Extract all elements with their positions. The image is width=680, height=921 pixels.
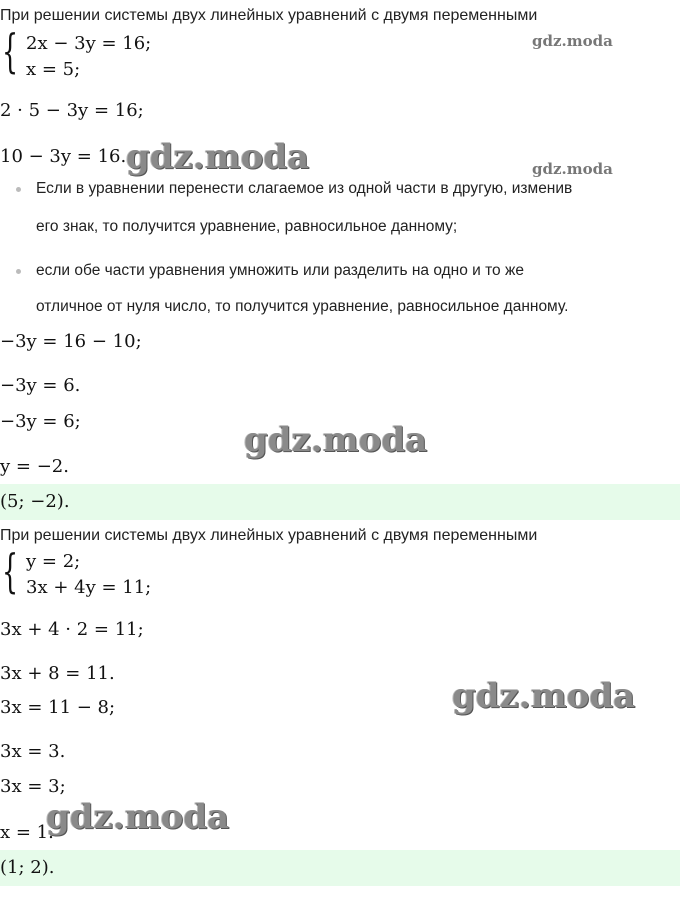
system-brace-2: { <box>2 544 19 598</box>
system-eq-1-1: 2x − 3y = 16; <box>26 33 152 54</box>
watermark-logo: gdz.moda <box>46 797 230 837</box>
system-eq-2-1: y = 2; <box>26 551 81 572</box>
watermark-logo: gdz.moda <box>532 32 613 50</box>
step-1-4: −3y = 6. <box>0 375 81 396</box>
intro-text-2: При решении системы двух линейных уравнений с двумя переменными <box>0 527 538 544</box>
watermark-logo: gdz.moda <box>244 420 428 460</box>
watermark-logo: gdz.moda <box>532 160 613 178</box>
step-1-5: −3y = 6; <box>0 411 81 432</box>
step-2-2: 3x + 8 = 11. <box>0 663 115 684</box>
step-1-6: y = −2. <box>0 456 69 477</box>
step-1-1: 2 · 5 − 3y = 16; <box>0 100 144 121</box>
step-2-6: x = 1. <box>0 822 54 843</box>
answer-1: (5; −2). <box>0 491 70 512</box>
watermark-logo: gdz.moda <box>126 137 310 177</box>
answer-2: (1; 2). <box>0 857 55 878</box>
step-1-2: 10 − 3y = 16. <box>0 146 127 167</box>
system-brace-1: { <box>2 24 19 78</box>
step-2-3: 3x = 11 − 8; <box>0 697 116 718</box>
system-eq-1-2: x = 5; <box>26 59 81 80</box>
intro-text-1: При решении системы двух линейных уравнений с двумя переменными <box>0 7 538 24</box>
answer-band-1 <box>0 484 680 520</box>
bullet-dot-1 <box>16 187 21 192</box>
bullet-1-line-2: его знак, то получится уравнение, равносильное данному; <box>36 218 458 235</box>
system-eq-2-2: 3x + 4y = 11; <box>26 577 152 598</box>
step-1-3: −3y = 16 − 10; <box>0 331 142 352</box>
answer-band-2 <box>0 850 680 886</box>
step-2-1: 3x + 4 · 2 = 11; <box>0 619 144 640</box>
step-2-4: 3x = 3. <box>0 741 66 762</box>
bullet-2-line-2: отличное от нуля число, то получится уравнение, равносильное данному. <box>36 298 569 315</box>
bullet-1-line-1: Если в уравнении перенести слагаемое из одной части в другую, изменив <box>36 180 573 197</box>
bullet-2-line-1: если обе части уравнения умножить или разделить на одно и то же <box>36 262 524 279</box>
watermark-logo: gdz.moda <box>452 676 636 716</box>
step-2-5: 3x = 3; <box>0 776 66 797</box>
bullet-dot-2 <box>16 269 21 274</box>
